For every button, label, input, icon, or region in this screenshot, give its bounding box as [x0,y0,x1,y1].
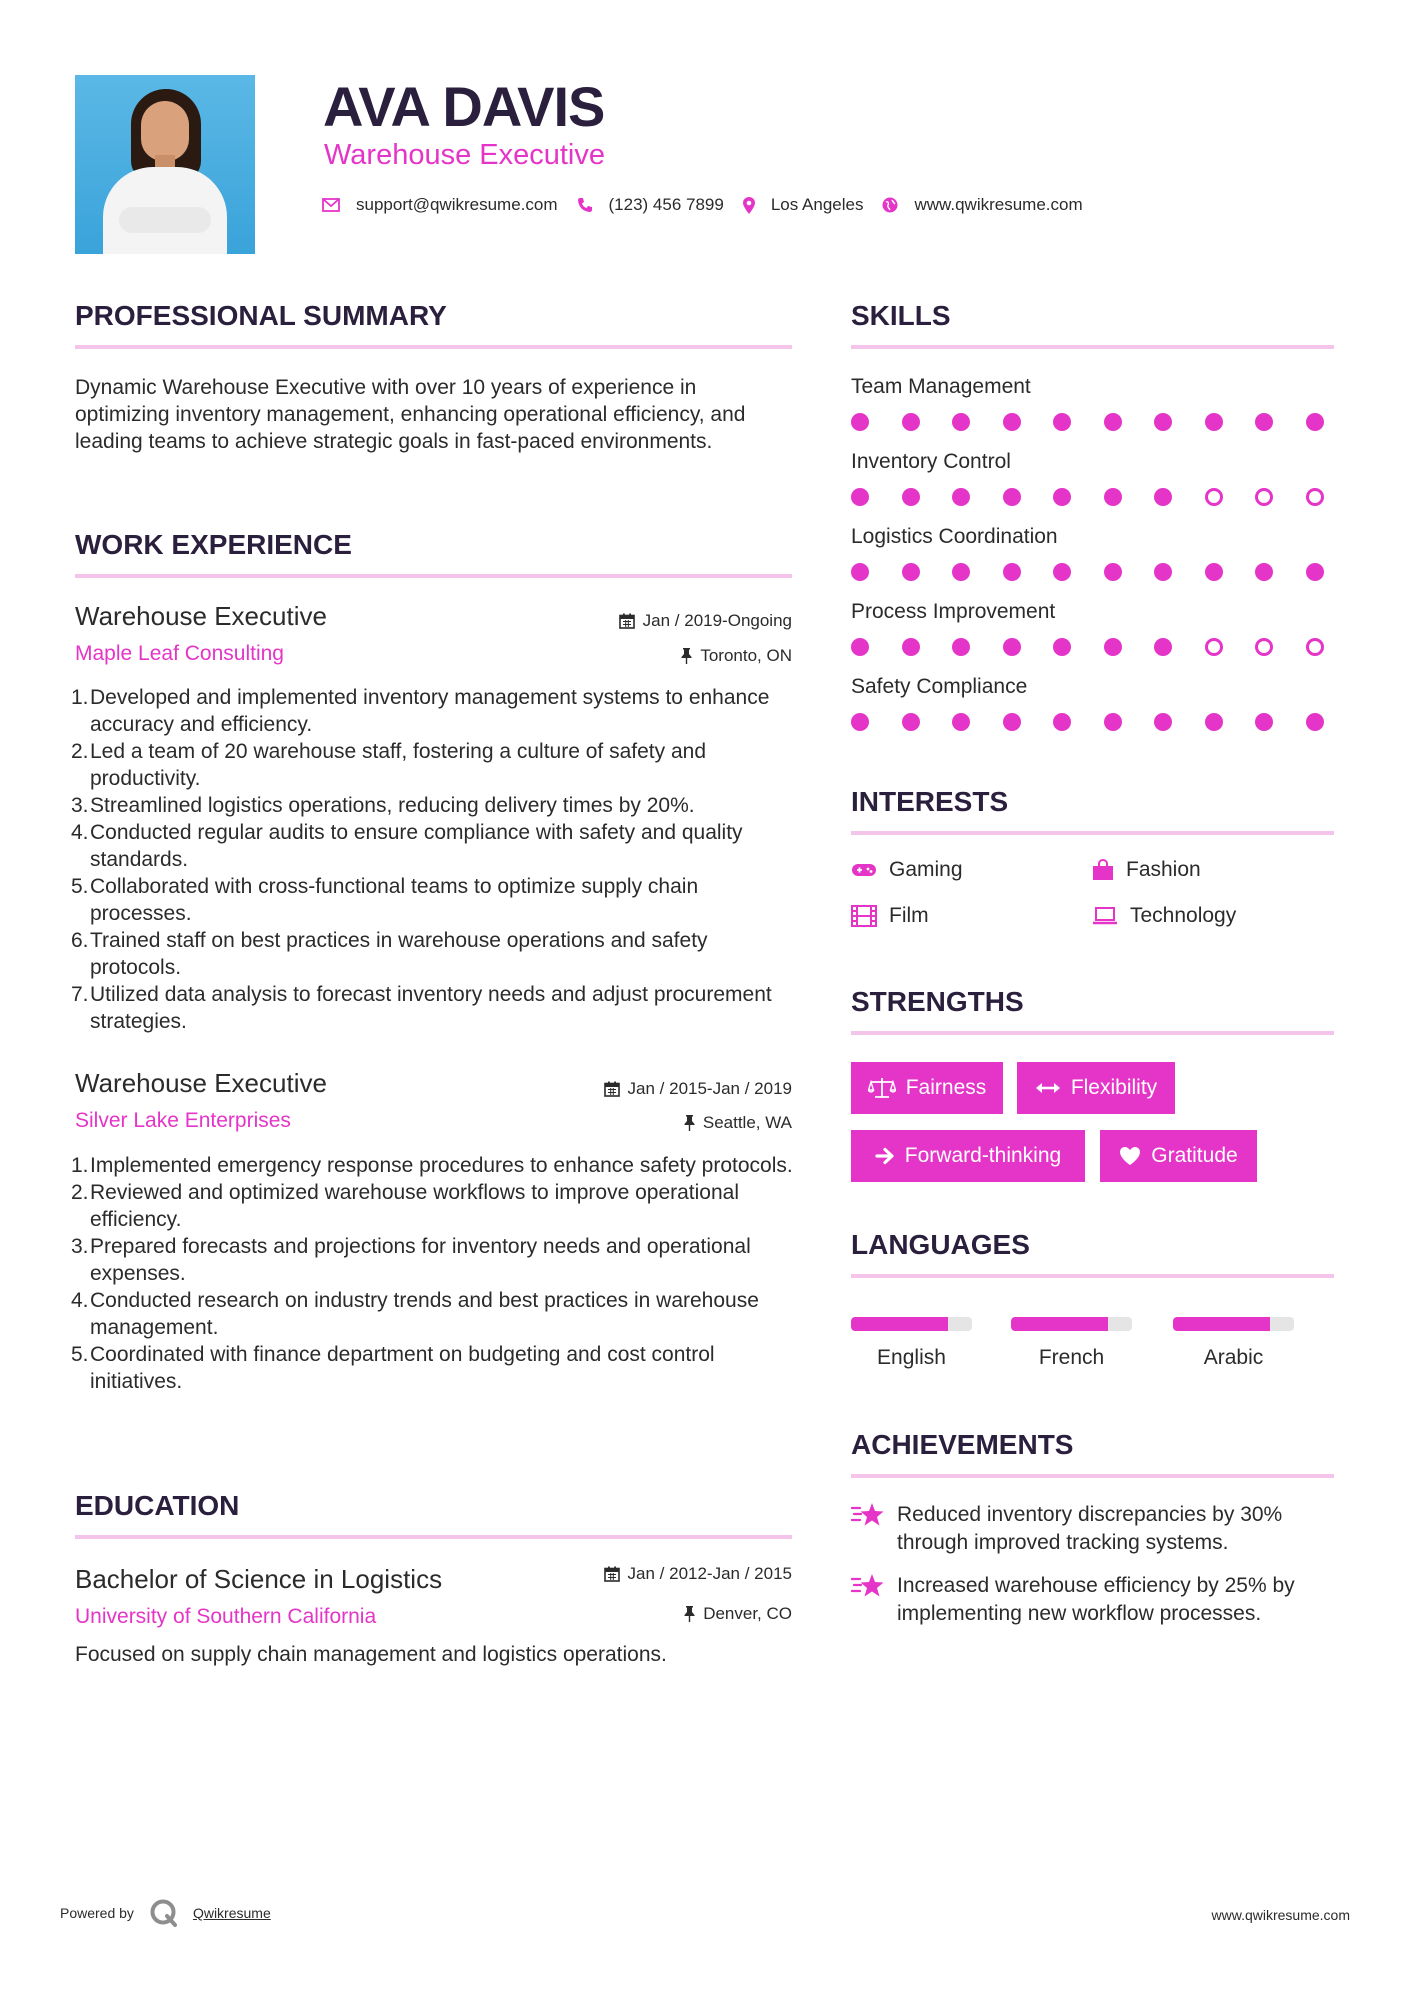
achievement-text: Increased warehouse efficiency by 25% by implementing new workflow processes. [897,1574,1295,1625]
interests-divider [851,831,1334,835]
strength-flexibility [1017,1062,1175,1114]
skills-heading: SKILLS [851,300,951,331]
contact-email[interactable] [322,195,558,215]
rating-dot-filled [952,638,970,656]
interest-label: Technology [1130,904,1237,927]
strength-label: Flexibility [1070,1076,1158,1099]
language-proficiency-bar [1011,1317,1132,1331]
job-bullets [71,684,793,1035]
shopping-bag-icon [1092,859,1114,881]
interest-label: Film [889,904,929,927]
summary-text: Dynamic Warehouse Executive with over 10 years of experience in optimizing inventory management, enhancing operational efficiency, and leading teams to achieve strategic goals in fast-paced environments. [75,376,746,453]
pushpin-icon [684,1115,695,1131]
rating-dot-filled [1154,488,1172,506]
rating-dot-empty [1255,488,1273,506]
skill-name: Team Management [851,375,1031,398]
rating-dot-filled [1053,563,1071,581]
rating-dot-filled [1003,638,1021,656]
rating-dot-filled [1003,488,1021,506]
contact-location [743,195,864,215]
contact-website[interactable] [882,195,1082,215]
summary-heading: PROFESSIONAL SUMMARY [75,300,447,331]
bullet-item: 2. Reviewed and optimized warehouse workflows to improve operational efficiency. [71,1181,740,1231]
pushpin-icon [684,1606,695,1622]
rating-dot-filled [952,563,970,581]
strength-gratitude [1100,1130,1257,1182]
education-location-text: Denver, CO [703,1604,792,1623]
rating-dot-filled [1053,638,1071,656]
interests-heading: INTERESTS [851,786,1009,817]
rating-dot-filled [1205,563,1223,581]
skill-rating [851,411,1324,433]
candidate-title: Warehouse Executive [324,139,606,171]
rating-dot-filled [1104,413,1122,431]
rating-dot-filled [851,413,869,431]
job-dates [619,610,792,632]
language-name: French [1038,1346,1105,1369]
rating-dot-filled [952,713,970,731]
rating-dot-filled [851,488,869,506]
phone-text: (123) 456 7899 [608,195,724,214]
rating-dot-filled [1053,488,1071,506]
interest-gaming [851,857,963,883]
rating-dot-filled [902,713,920,731]
strength-label: Forward-thinking [904,1144,1062,1167]
strengths-divider [851,1031,1334,1035]
map-pin-icon [743,197,755,214]
rating-dot-filled [952,413,970,431]
education-divider [75,1535,792,1539]
interest-film [851,903,929,929]
job-dates [604,1078,792,1100]
bullet-item: 5. Coordinated with finance department on budgeting and cost control initiatives. [71,1343,715,1393]
contact-bar [322,192,1102,218]
language-proficiency-bar [851,1317,972,1331]
heart-icon [1119,1146,1141,1166]
rating-dot-filled [1003,713,1021,731]
rating-dot-filled [851,713,869,731]
rating-dot-filled [1104,713,1122,731]
rating-dot-filled [1104,563,1122,581]
education-dates [604,1563,792,1585]
language-name: English [877,1346,946,1369]
bullet-item: 6. Trained staff on best practices in warehouse operations and safety protocols. [71,929,708,979]
envelope-icon [322,198,340,212]
job-dates-text: Jan / 2015-Jan / 2019 [627,1079,792,1098]
rating-dot-filled [1255,413,1273,431]
achievements-divider [851,1474,1334,1478]
rating-dot-filled [1154,413,1172,431]
bullet-item: 3. Streamlined logistics operations, reducing delivery times by 20%. [71,794,695,817]
skill-name: Logistics Coordination [851,525,1058,548]
achievement-item [851,1572,1334,1628]
candidate-name: AVA DAVIS [323,75,605,138]
website-text: www.qwikresume.com [914,195,1083,214]
skill-name: Process Improvement [851,600,1056,623]
globe-icon [882,197,898,213]
email-text: support@qwikresume.com [356,195,558,214]
job-company: Maple Leaf Consulting [75,642,284,665]
rating-dot-filled [1104,488,1122,506]
rating-dot-filled [1205,713,1223,731]
rating-dot-filled [1104,638,1122,656]
arrow-right-icon [875,1147,895,1165]
rating-dot-filled [1053,413,1071,431]
qwikresume-link[interactable]: Qwikresume [192,1905,271,1921]
job-dates-text: Jan / 2019-Ongoing [642,611,792,630]
languages-divider [851,1274,1334,1278]
laptop-icon [1092,907,1118,925]
skill-rating [851,561,1324,583]
calendar-icon [619,613,635,629]
job-location-text: Toronto, ON [700,646,792,665]
shooting-star-icon [851,1501,885,1529]
calendar-icon [604,1081,620,1097]
degree-title: Bachelor of Science in Logistics [75,1564,443,1594]
interest-fashion [1092,857,1201,883]
language-proficiency-fill [1173,1317,1270,1331]
rating-dot-empty [1306,638,1324,656]
job-location-text: Seattle, WA [702,1113,792,1132]
rating-dot-filled [1154,638,1172,656]
rating-dot-empty [1255,638,1273,656]
interest-label: Fashion [1126,858,1201,881]
qwikresume-logo-icon [149,1898,179,1928]
skill-rating [851,711,1324,733]
job-title: Warehouse Executive [75,1068,327,1098]
rating-dot-empty [1205,488,1223,506]
film-icon [851,905,877,927]
rating-dot-empty [1306,488,1324,506]
experience-divider [75,574,792,578]
bullet-item: 4. Conducted research on industry trends and best practices in warehouse management. [71,1289,759,1339]
bullet-item: 3. Prepared forecasts and projections for inventory needs and operational expenses. [71,1235,751,1285]
rating-dot-filled [902,488,920,506]
rating-dot-filled [1306,713,1324,731]
strengths-heading: STRENGTHS [851,986,1024,1017]
location-text: Los Angeles [770,195,864,214]
strength-label: Gratitude [1151,1144,1238,1167]
bullet-item: 4. Conducted regular audits to ensure compliance with safety and quality standards. [71,821,743,871]
phone-icon [577,197,593,213]
bullet-item: 1. Implemented emergency response procedures to enhance safety protocols. [71,1154,793,1177]
arrows-horizontal-icon [1035,1081,1061,1095]
job-bullets [71,1152,793,1395]
bullet-item: 7. Utilized data analysis to forecast inventory needs and adjust procurement strategies. [71,983,772,1033]
pushpin-icon [681,648,692,664]
job-location [684,1112,792,1134]
education-location [684,1603,792,1625]
contact-phone[interactable] [577,195,724,215]
rating-dot-filled [902,413,920,431]
achievements-heading: ACHIEVEMENTS [851,1429,1074,1460]
achievement-item [851,1501,1334,1557]
rating-dot-filled [952,488,970,506]
education-description: Focused on supply chain management and logistics operations. [75,1643,667,1666]
powered-by-label: Powered by [60,1905,134,1921]
rating-dot-filled [1255,563,1273,581]
experience-heading: WORK EXPERIENCE [75,529,352,560]
rating-dot-filled [1003,413,1021,431]
rating-dot-filled [1306,563,1324,581]
skill-name: Safety Compliance [851,675,1028,698]
rating-dot-filled [902,563,920,581]
strength-forward-thinking [851,1130,1085,1182]
bullet-item: 1. Developed and implemented inventory management systems to enhance accuracy and efficiency. [71,686,770,736]
footer-website[interactable]: www.qwikresume.com [1211,1907,1350,1923]
profile-photo [75,75,255,254]
rating-dot-filled [1306,413,1324,431]
education-dates-text: Jan / 2012-Jan / 2015 [627,1564,792,1583]
summary-divider [75,345,792,349]
rating-dot-empty [1205,638,1223,656]
shooting-star-icon [851,1572,885,1600]
rating-dot-filled [1003,563,1021,581]
rating-dot-filled [1154,713,1172,731]
skill-rating [851,486,1324,508]
job-title: Warehouse Executive [75,601,327,631]
job-company: Silver Lake Enterprises [75,1109,291,1132]
school-name: University of Southern California [75,1605,377,1628]
balance-scale-icon [868,1077,896,1099]
rating-dot-filled [851,563,869,581]
language-proficiency-fill [1011,1317,1108,1331]
achievement-text: Reduced inventory discrepancies by 30% through improved tracking systems. [897,1503,1283,1554]
interest-label: Gaming [889,858,963,881]
interest-technology [1092,903,1236,929]
languages-heading: LANGUAGES [851,1229,1030,1260]
footer-powered-by [60,1898,271,1928]
job-location [681,645,792,667]
bullet-item: 2. Led a team of 20 warehouse staff, fostering a culture of safety and productivity. [71,740,706,790]
calendar-icon [604,1566,620,1582]
rating-dot-filled [1255,713,1273,731]
language-proficiency-bar [1173,1317,1294,1331]
rating-dot-filled [1205,413,1223,431]
skill-rating [851,636,1324,658]
gamepad-icon [851,862,877,878]
skill-name: Inventory Control [851,450,1011,473]
strength-label: Fairness [905,1076,987,1099]
strength-fairness [851,1062,1003,1114]
rating-dot-filled [851,638,869,656]
rating-dot-filled [1154,563,1172,581]
language-name: Arabic [1203,1346,1264,1369]
bullet-item: 5. Collaborated with cross-functional teams to optimize supply chain processes. [71,875,699,925]
skills-divider [851,345,1334,349]
rating-dot-filled [1053,713,1071,731]
education-heading: EDUCATION [75,1490,240,1521]
rating-dot-filled [902,638,920,656]
language-proficiency-fill [851,1317,948,1331]
